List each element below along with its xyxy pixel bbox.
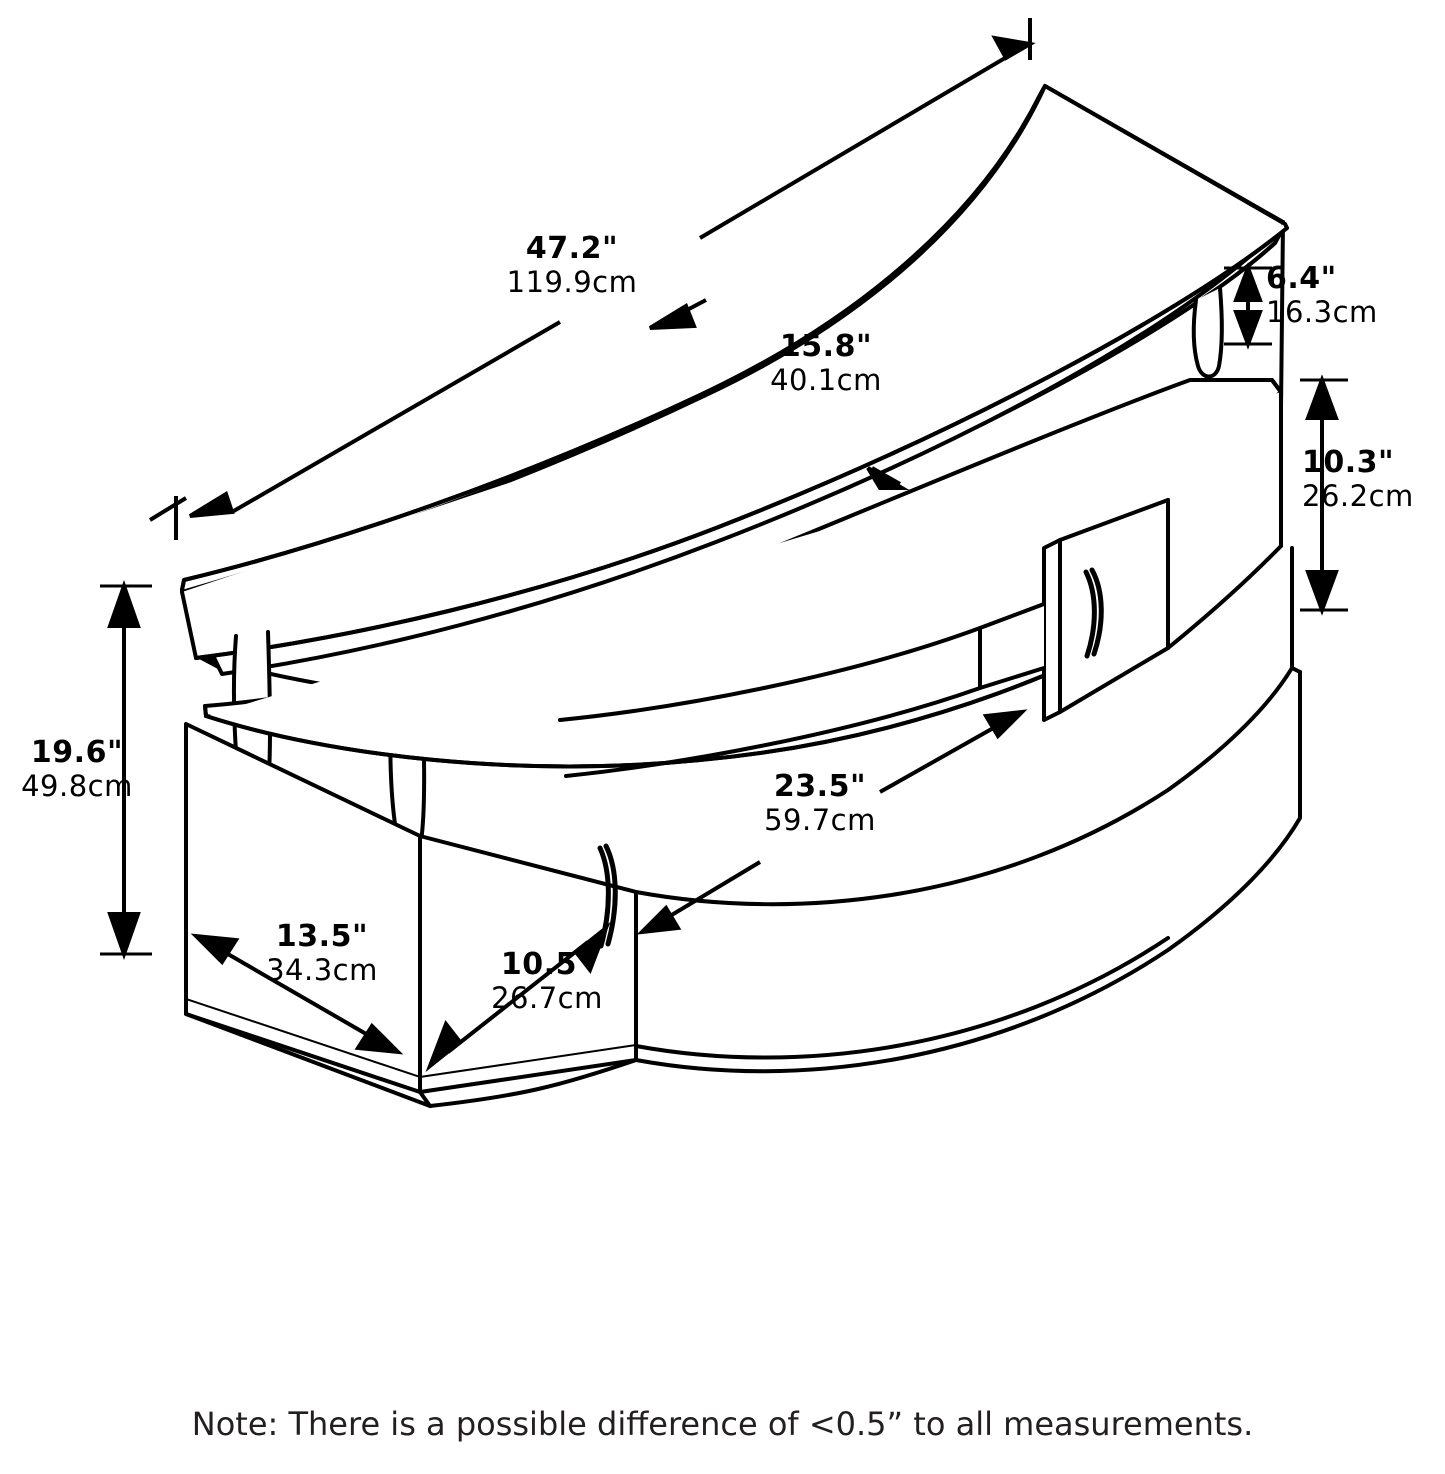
dim-door-width bbox=[442, 948, 652, 1014]
dim-top-depth bbox=[716, 330, 936, 396]
measurement-note: Note: There is a possible difference of <0.5” to all measurements. bbox=[191, 1405, 1254, 1443]
dim-cabinet-height-metric: 26.2cm bbox=[1302, 478, 1414, 513]
dim-top-gap-height-metric: 16.3cm bbox=[1266, 294, 1378, 329]
dim-door-width-imperial: 10.5" bbox=[500, 947, 594, 982]
dim-side-depth bbox=[212, 920, 432, 986]
dim-overall-height-metric: 49.8cm bbox=[21, 768, 133, 803]
dim-top-width-imperial: 47.2" bbox=[525, 231, 619, 266]
ext-line-top-width-left bbox=[150, 498, 186, 520]
dim-top-gap-height bbox=[1266, 262, 1445, 328]
dim-overall-height bbox=[2, 736, 152, 802]
dim-overall-height-imperial: 19.6" bbox=[30, 735, 124, 770]
dim-shelf-width bbox=[700, 770, 940, 836]
dim-top-depth-imperial: 15.8" bbox=[779, 329, 873, 364]
dim-top-width-metric: 119.9cm bbox=[506, 264, 638, 299]
dim-side-depth-metric: 34.3cm bbox=[266, 952, 378, 987]
dim-top-gap-height-imperial: 6.4" bbox=[1266, 261, 1337, 296]
dim-shelf-width-imperial: 23.5" bbox=[773, 769, 867, 804]
dim-top-width bbox=[452, 232, 692, 298]
dim-top-depth-metric: 40.1cm bbox=[770, 362, 882, 397]
dim-side-depth-imperial: 13.5" bbox=[275, 919, 369, 954]
dim-cabinet-height-imperial: 10.3" bbox=[1302, 445, 1395, 480]
dim-door-width-metric: 26.7cm bbox=[491, 980, 603, 1015]
dim-cabinet-height bbox=[1302, 446, 1445, 512]
dim-shelf-width-metric: 59.7cm bbox=[764, 802, 876, 837]
